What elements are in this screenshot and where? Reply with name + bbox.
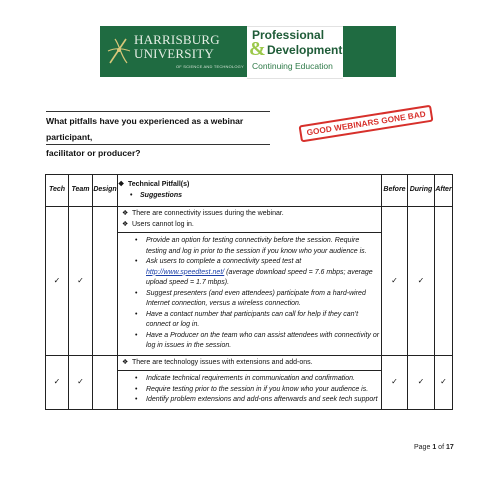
check-before: ✓ bbox=[382, 355, 408, 409]
bullet-dot-icon: • bbox=[130, 191, 133, 199]
professional-development-logo bbox=[247, 26, 343, 79]
check-design-empty bbox=[93, 355, 118, 409]
list-item: • Have a Producer on the team who can assist attendees with connectivity or log in issues in the session. bbox=[135, 331, 380, 349]
list-item: • Require testing prior to the session in if you know who your audience is. bbox=[135, 385, 369, 393]
header-pitfalls-label: Technical Pitfall(s) bbox=[128, 181, 190, 188]
page-current: 1 bbox=[432, 444, 437, 451]
list-item: • Suggest presenters (and even attendees) participate from a hard-wired Internet connection, versus a wireless connection. bbox=[135, 289, 366, 307]
check-tech: ✓ bbox=[46, 355, 69, 409]
header-after: After bbox=[435, 175, 453, 207]
banner-green-strip bbox=[343, 26, 396, 77]
table-header-row bbox=[46, 175, 453, 207]
list-item: • Provide an option for testing connectivity before the session. Require testing and log in prior to the session if you know who your audience is. bbox=[135, 237, 367, 255]
suggestion-list bbox=[118, 233, 381, 355]
header-pitfalls bbox=[118, 175, 382, 207]
check-team: ✓ bbox=[69, 207, 93, 356]
check-design-empty bbox=[93, 207, 118, 356]
header-banner bbox=[100, 26, 396, 77]
check-before: ✓ bbox=[382, 207, 408, 356]
list-item: • Have a contact number that participants can call for help if they can’t connect or log in. bbox=[135, 310, 359, 328]
pitfall-text: There are technology issues with extensions and add-ons. bbox=[132, 358, 313, 366]
table-row bbox=[46, 207, 453, 356]
suggestion-list bbox=[118, 371, 381, 409]
good-webinars-gone-bad-stamp: GOOD WEBINARS GONE BAD bbox=[298, 105, 433, 143]
page-total: 17 bbox=[445, 444, 454, 451]
university-name: HARRISBURG UNIVERSITY bbox=[134, 32, 220, 61]
question-heading bbox=[46, 113, 276, 161]
university-logo-panel bbox=[100, 26, 247, 77]
pitfall-cell bbox=[118, 355, 382, 409]
check-tech: ✓ bbox=[46, 207, 69, 356]
speedtest-link[interactable]: http://www.speedtest.net/ bbox=[146, 268, 225, 276]
check-during: ✓ bbox=[408, 207, 435, 356]
check-after: ✓ bbox=[435, 355, 453, 409]
header-team: Team bbox=[69, 175, 93, 207]
question-top-rule bbox=[46, 111, 270, 112]
list-item: • Identify problem extensions and add-ons afterwards and seek tech support bbox=[135, 396, 378, 403]
header-tech: Tech bbox=[46, 175, 69, 207]
question-line-2: facilitator or producer? bbox=[46, 148, 141, 158]
check-after-empty bbox=[435, 207, 453, 356]
diamond-bullet-icon: ❖ bbox=[122, 210, 129, 217]
diamond-bullet-icon: ❖ bbox=[122, 358, 129, 366]
logo-ampersand: & bbox=[249, 38, 266, 60]
table-row bbox=[46, 355, 453, 409]
list-item: • Indicate technical requirements in communication and confirmation. bbox=[135, 375, 355, 382]
check-during: ✓ bbox=[408, 355, 435, 409]
pitfall-list bbox=[118, 356, 381, 372]
check-team: ✓ bbox=[69, 355, 93, 409]
university-emblem-icon bbox=[106, 36, 132, 66]
logo-line-professional: Professional bbox=[252, 28, 325, 42]
question-bottom-rule bbox=[46, 144, 270, 145]
logo-line-development: Development bbox=[267, 43, 343, 57]
header-suggestions-label: Suggestions bbox=[140, 191, 183, 199]
pitfall-text: Users cannot log in. bbox=[132, 220, 194, 228]
header-design: Design bbox=[93, 175, 118, 207]
pitfall-text: There are connectivity issues during the webinar. bbox=[132, 210, 284, 217]
diamond-bullet-icon: ❖ bbox=[118, 181, 125, 188]
university-subtitle: OF SCIENCE AND TECHNOLOGY bbox=[176, 64, 244, 69]
list-item: • Ask users to complete a connectivity speed test at http://www.speedtest.net/ (average download speed = 7.6 mbps; average upload speed = 1.7 mbps). bbox=[135, 258, 373, 286]
diamond-bullet-icon: ❖ bbox=[122, 220, 129, 228]
header-during: During bbox=[408, 175, 435, 207]
question-line-1: What pitfalls have you experienced as a webinar participant, bbox=[46, 116, 244, 142]
pitfall-list bbox=[118, 207, 381, 233]
pitfall-cell bbox=[118, 207, 382, 356]
logo-line-continuing-education: Continuing Education bbox=[252, 61, 333, 71]
page-indicator: Page 1 of 17 bbox=[414, 444, 454, 451]
header-before: Before bbox=[382, 175, 408, 207]
pitfalls-table bbox=[45, 174, 453, 410]
